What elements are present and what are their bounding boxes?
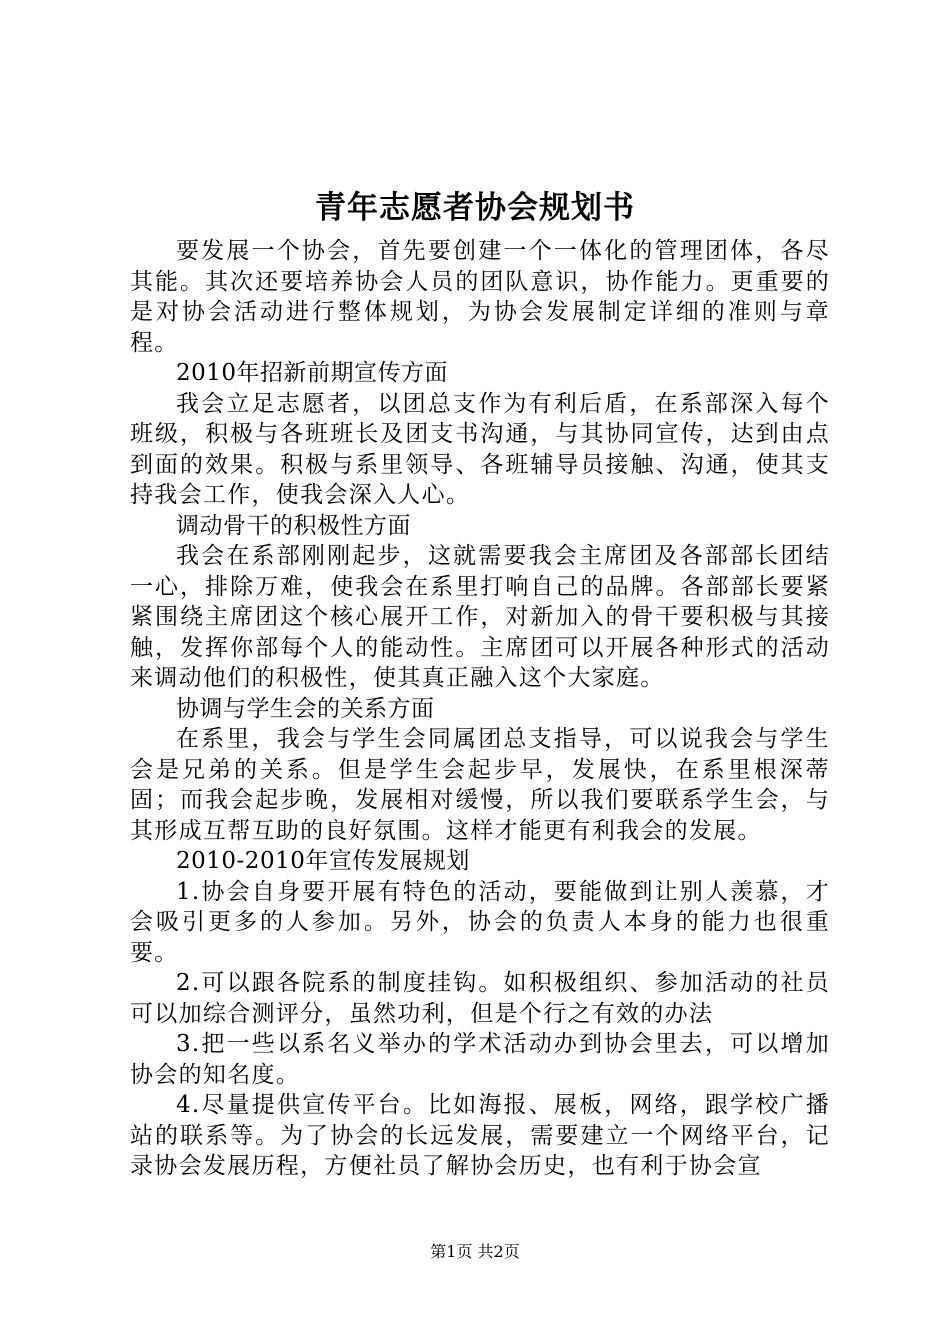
list-item-plan-3: 3.把一些以系名义举办的学术活动办到协会里去，可以增加协会的知名度。 — [130, 1031, 830, 1088]
section-heading-student-union: 协调与学生会的关系方面 — [176, 695, 435, 722]
list-item-plan-4: 4.尽量提供宣传平台。比如海报、展板，网络，跟学校广播站的联系等。为了协会的长远发展，需要建立一个网络平台，记录协会发展历程，方便社员了解协会历史，也有利于协会宣 — [130, 1092, 830, 1179]
page-footer: 第1页 共2页 — [430, 1242, 520, 1261]
section-heading-backbone: 调动骨干的积极性方面 — [176, 512, 411, 539]
section-heading-promotion-plan: 2010-2010年宣传发展规划 — [176, 848, 470, 874]
paragraph-backbone: 我会在系部刚刚起步，这就需要我会主席团及各部部长团结一心，排除万难，使我会在系里打响自己的品牌。各部部长要紧紧围绕主席团这个核心展开工作，对新加入的骨干要积极与其接触，发挥你部每个人的能动性。主席团可以开展各种形式的活动来调动他们的积极性，使其真正融入这个大家庭。 — [130, 543, 830, 691]
section-heading-recruitment: 2010年招新前期宣传方面 — [176, 360, 449, 386]
paragraph-intro: 要发展一个协会，首先要创建一个一体化的管理团体，各尽其能。其次还要培养协会人员的团队意识，协作能力。更重要的是对协会活动进行整体规划，为协会发展制定详细的准则与章程。 — [130, 238, 830, 356]
list-item-plan-1: 1.协会自身要开展有特色的活动，要能做到让别人羡慕，才会吸引更多的人参加。另外，协会的负责人本身的能力也很重要。 — [130, 878, 830, 966]
paragraph-recruitment: 我会立足志愿者，以团总支作为有利后盾，在系部深入每个班级，积极与各班班长及团支书沟通，与其协同宣传，达到由点到面的效果。积极与系里领导、各班辅导员接触、沟通，使其支持我会工作，使我会深入人心。 — [130, 390, 830, 508]
list-item-plan-2: 2.可以跟各院系的制度挂钩。如积极组织、参加活动的社员可以加综合测评分，虽然功利，但是个行之有效的办法 — [130, 970, 830, 1027]
document-title: 青年志愿者协会规划书 — [315, 190, 635, 226]
paragraph-student-union: 在系里，我会与学生会同属团总支指导，可以说我会与学生会是兄弟的关系。但是学生会起步早，发展快，在系里根深蒂固；而我会起步晚，发展相对缓慢，所以我们要联系学生会，与其形成互帮互助的良好氛围。这样才能更有利我会的发展。 — [130, 726, 830, 844]
document-body — [130, 236, 830, 1182]
